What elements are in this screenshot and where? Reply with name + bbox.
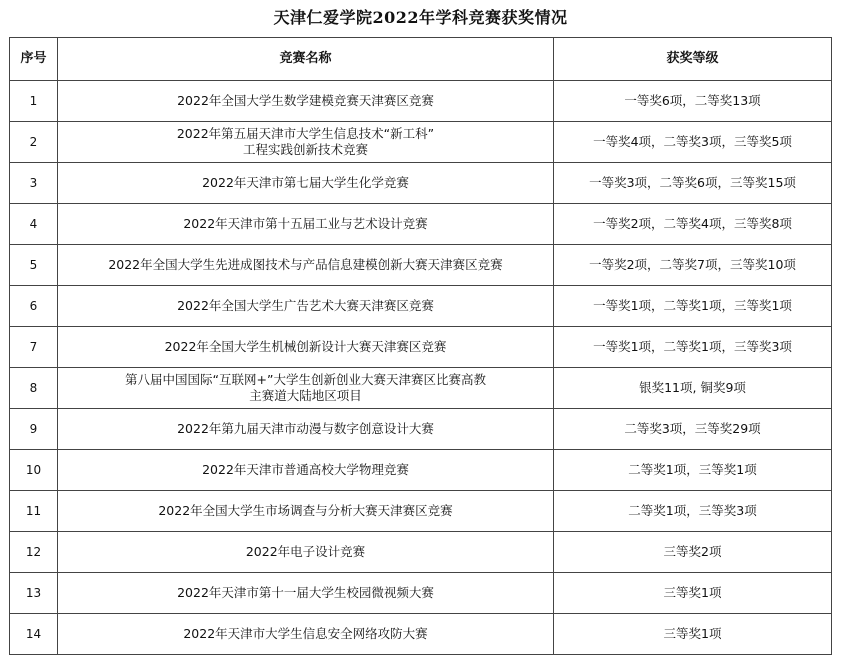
table-row [10, 163, 832, 204]
competition-name [58, 368, 554, 409]
competition-name [58, 81, 554, 122]
competition-name-line: 2022年天津市第十五届工业与艺术设计竞赛 [183, 216, 428, 231]
competition-name-line: 工程实践创新技术竞赛 [242, 142, 368, 157]
competition-name-line: 2022年第五届天津市大学生信息技术“新工科” [176, 126, 435, 141]
row-number: 2 [10, 122, 58, 163]
competition-name [58, 614, 554, 655]
competition-name-line: 2022年全国大学生数学建模竞赛天津赛区竞赛 [177, 93, 434, 108]
award-level: 三等奖2项 [554, 532, 832, 573]
awards-table [9, 37, 832, 655]
table-row [10, 450, 832, 491]
competition-name [58, 409, 554, 450]
competition-name [58, 286, 554, 327]
table-row [10, 122, 832, 163]
row-number: 13 [10, 573, 58, 614]
award-level: 一等奖1项，二等奖1项，三等奖1项 [554, 286, 832, 327]
row-number: 11 [10, 491, 58, 532]
competition-name-line: 2022年全国大学生先进成图技术与产品信息建模创新大赛天津赛区竞赛 [108, 257, 503, 272]
table-row [10, 286, 832, 327]
row-number: 3 [10, 163, 58, 204]
row-number: 9 [10, 409, 58, 450]
table-row [10, 491, 832, 532]
award-level: 三等奖1项 [554, 614, 832, 655]
table-row [10, 245, 832, 286]
award-level: 一等奖2项，二等奖7项，三等奖10项 [554, 245, 832, 286]
competition-name [58, 204, 554, 245]
row-number: 1 [10, 81, 58, 122]
competition-name [58, 122, 554, 163]
competition-name-line: 2022年电子设计竞赛 [245, 544, 366, 559]
row-number: 14 [10, 614, 58, 655]
table-row [10, 204, 832, 245]
header-name: 竞赛名称 [58, 38, 554, 81]
competition-name-line: 2022年天津市第十一届大学生校园微视频大赛 [177, 585, 434, 600]
table-row [10, 327, 832, 368]
table-row [10, 573, 832, 614]
table-row [10, 614, 832, 655]
row-number: 7 [10, 327, 58, 368]
table-row [10, 368, 832, 409]
row-number: 6 [10, 286, 58, 327]
competition-name-line: 2022年全国大学生广告艺术大赛天津赛区竞赛 [177, 298, 434, 313]
competition-name [58, 245, 554, 286]
award-level: 一等奖1项，二等奖1项，三等奖3项 [554, 327, 832, 368]
row-number: 10 [10, 450, 58, 491]
competition-name [58, 163, 554, 204]
table-header-row [10, 38, 832, 81]
row-number: 5 [10, 245, 58, 286]
award-level: 一等奖4项，二等奖3项，三等奖5项 [554, 122, 832, 163]
competition-name-line: 2022年天津市第七届大学生化学竞赛 [202, 175, 409, 190]
table-row [10, 532, 832, 573]
competition-name [58, 450, 554, 491]
award-level: 二等奖1项，三等奖3项 [554, 491, 832, 532]
row-number: 8 [10, 368, 58, 409]
competition-name-line: 第八届中国国际“互联网+”大学生创新创业大赛天津赛区比赛高教 [125, 372, 486, 387]
award-level: 二等奖1项，三等奖1项 [554, 450, 832, 491]
award-level: 银奖11项, 铜奖9项 [554, 368, 832, 409]
page-title: 天津仁爱学院2022年学科竞赛获奖情况 [273, 8, 568, 27]
competition-name [58, 573, 554, 614]
competition-name [58, 532, 554, 573]
award-level: 二等奖3项，三等奖29项 [554, 409, 832, 450]
competition-name-line: 2022年天津市普通高校大学物理竞赛 [202, 462, 409, 477]
competition-name-line: 2022年全国大学生市场调查与分析大赛天津赛区竞赛 [158, 503, 453, 518]
competition-name-line: 2022年天津市大学生信息安全网络攻防大赛 [183, 626, 428, 641]
award-level: 三等奖1项 [554, 573, 832, 614]
header-award: 获奖等级 [554, 38, 832, 81]
competition-name-line: 2022年第九届天津市动漫与数字创意设计大赛 [177, 421, 434, 436]
award-level: 一等奖3项，二等奖6项，三等奖15项 [554, 163, 832, 204]
award-level: 一等奖2项，二等奖4项，三等奖8项 [554, 204, 832, 245]
award-level: 一等奖6项，二等奖13项 [554, 81, 832, 122]
row-number: 12 [10, 532, 58, 573]
competition-name-line: 主赛道大陆地区项目 [249, 388, 362, 403]
competition-name [58, 491, 554, 532]
competition-name [58, 327, 554, 368]
competition-name-line: 2022年全国大学生机械创新设计大赛天津赛区竞赛 [164, 339, 447, 354]
header-no: 序号 [10, 38, 58, 81]
table-row [10, 409, 832, 450]
table-body [10, 81, 832, 655]
table-row [10, 81, 832, 122]
row-number: 4 [10, 204, 58, 245]
